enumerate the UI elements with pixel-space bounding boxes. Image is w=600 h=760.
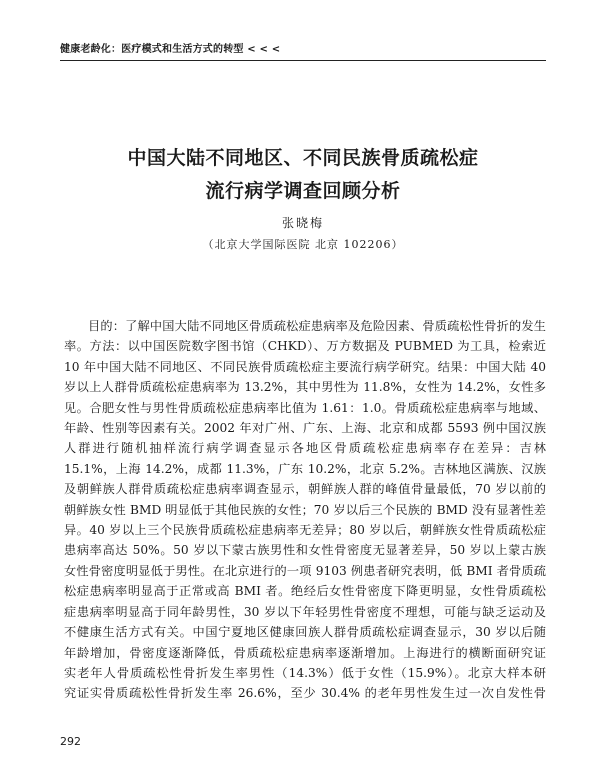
author-affiliation: （北京大学国际医院 北京 102206） — [202, 238, 404, 251]
running-header: 健康老龄化：医疗模式和生活方式的转型 < < < — [60, 44, 281, 55]
body-line: 及朝鲜族人群骨质疏松症患病率调查显示，朝鲜族人群的峰值骨量最低，70 岁以前的 — [64, 482, 546, 497]
body-line: 目的：了解中国大陆不同地区骨质疏松症患病率及危险因素、骨质疏松性骨折的发生 — [88, 319, 546, 333]
body-line: 患病率高达 50%。50 岁以下蒙古族男性和女性骨密度无显著差异，50 岁以上蒙古族 — [64, 543, 546, 558]
body-line: 不健康生活方式有关。中国宁夏地区健康回族人群骨质疏松症调查显示，30 岁以后随 — [64, 625, 546, 640]
header-divider — [60, 60, 546, 61]
body-line: 见。合肥女性与男性骨质疏松症患病率比值为 1.61：1.0。骨质疏松症患病率与地域、 — [64, 400, 546, 415]
page-number: 292 — [60, 735, 81, 748]
body-line: 女性骨密度明显低于男性。在北京进行的一项 9103 例患者研究表明，低 BMI 者骨质疏 — [64, 563, 546, 578]
article-title-line-2: 流行病学调查回顾分析 — [205, 180, 401, 202]
body-line: 实老年人骨质疏松性骨折发生率男性（14.3%）低于女性（15.9%）。北京大样本研 — [64, 665, 546, 680]
body-line: 人群进行随机抽样流行病学调查显示各地区骨质疏松症患病率存在差异：吉林 — [64, 441, 546, 456]
body-line: 朝鲜族女性 BMD 明显低于其他民族的女性；70 岁以后三个民族的 BMD 没有显著性差 — [64, 502, 546, 517]
body-line: 岁以上人群骨质疏松症患病率为 13.2%，其中男性为 11.8%，女性为 14.2%，女性多 — [64, 380, 546, 395]
body-line: 症患病率明显高于同年龄男性，30 岁以下年轻男性骨密度不理想，可能与缺乏运动及 — [64, 604, 546, 619]
article-title-line-1: 中国大陆不同地区、不同民族骨质疏松症 — [127, 147, 479, 169]
body-line: 异。40 岁以上三个民族骨质疏松症患病率无差异；80 岁以后，朝鲜族女性骨质疏松症 — [64, 523, 546, 538]
body-line: 松症患病率明显高于正常或高 BMI 者。绝经后女性骨密度下降更明显，女性骨质疏松 — [64, 584, 546, 599]
body-line: 究证实骨质疏松性骨折发生率 26.6%，至少 30.4% 的老年男性发生过一次自发性骨 — [64, 686, 546, 701]
body-line: 15.1%，上海 14.2%，成都 11.3%，广东 10.2%，北京 5.2%。吉林地区满族、汉族 — [64, 461, 546, 476]
abstract-body — [64, 316, 546, 704]
body-line: 率。方法：以中国医院数字图书馆（CHKD）、万方数据及 PUBMED 为工具，检索近 — [64, 339, 546, 354]
body-line: 10 年中国大陆不同地区、不同民族骨质疏松症主要流行病学研究。结果：中国大陆 40 — [64, 359, 546, 374]
body-line: 年龄、性别等因素有关。2002 年对广州、广东、上海、北京和成都 5593 例中国汉族 — [64, 421, 546, 436]
body-line: 年龄增加，骨密度逐渐降低，骨质疏松症患病率逐渐增加。上海进行的横断面研究证 — [64, 645, 546, 660]
author-name: 张晓梅 — [281, 216, 324, 230]
